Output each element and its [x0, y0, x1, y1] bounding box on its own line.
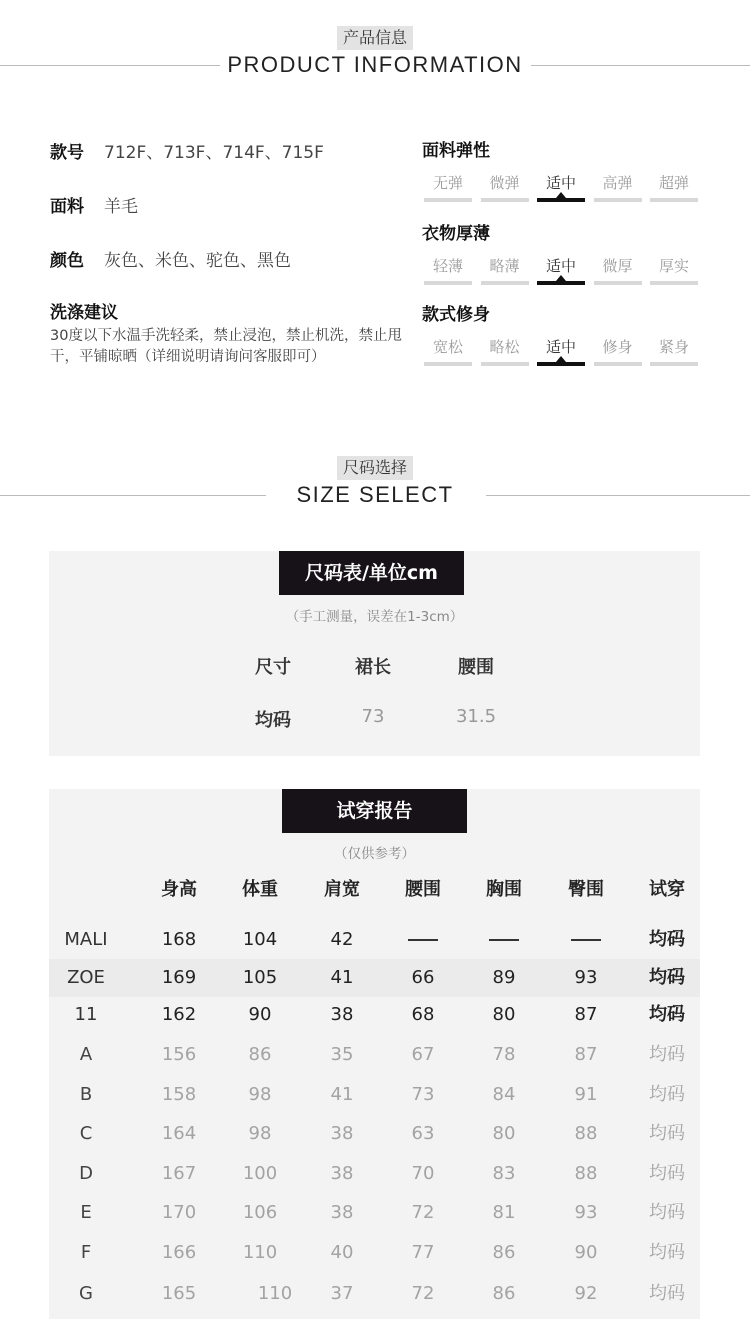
fit-cell-weight: 90 [248, 1004, 272, 1025]
color-value: 灰色、米色、驼色、黑色 [104, 251, 291, 271]
elasticity-option [537, 172, 585, 202]
fit-cell-name: D [79, 1163, 93, 1184]
elasticity-options [424, 172, 707, 202]
fit-cell-height: 165 [161, 1283, 197, 1304]
elasticity-option-bar [481, 198, 529, 202]
fit-report-note: （仅供参考） [334, 846, 415, 862]
size-select-cn-title: 尺码选择 [337, 456, 413, 480]
dash-icon [489, 939, 519, 941]
elasticity-scale [422, 136, 712, 206]
fit-cell-hip: 87 [574, 1004, 598, 1025]
thickness-option-label: 略薄 [489, 257, 520, 275]
fit-cell-shoulder: 40 [330, 1242, 354, 1263]
fit-cell-waist: 72 [411, 1202, 435, 1223]
fit-cell-name: 11 [74, 1004, 98, 1025]
thickness-option-bar [481, 281, 529, 285]
fit-cell-waist: 67 [411, 1044, 435, 1065]
elasticity-option [481, 172, 529, 202]
size-header-waist: 腰围 [458, 657, 494, 678]
table-row [49, 1194, 700, 1232]
fit-option [594, 336, 642, 366]
elasticity-option [594, 172, 642, 202]
size-chart [49, 551, 700, 756]
fit-options [424, 336, 707, 366]
elasticity-option-label: 适中 [545, 174, 576, 192]
table-row [49, 921, 700, 959]
table-row [49, 1115, 700, 1153]
thickness-option-label: 厚实 [658, 257, 689, 275]
thickness-options [424, 255, 707, 285]
fit-cell-waist: 66 [411, 967, 435, 988]
fit-header-fit: 试穿 [649, 879, 685, 900]
divider-left [0, 495, 266, 496]
fit-header-weight: 体重 [242, 879, 278, 900]
wash-label: 洗涤建议 [50, 303, 118, 323]
fit-cell-hip [546, 921, 626, 959]
fit-cell-shoulder: 41 [330, 967, 354, 988]
fit-cell-waist [383, 921, 463, 959]
fit-cell-shoulder: 35 [330, 1044, 354, 1065]
model-row [50, 138, 324, 163]
fit-cell-chest: 78 [492, 1044, 516, 1065]
fit-header-waist: 腰围 [405, 879, 441, 900]
fit-cell-shoulder: 38 [330, 1202, 354, 1223]
thickness-title: 衣物厚薄 [422, 224, 490, 244]
fit-cell-hip: 93 [574, 1202, 598, 1223]
product-info-en-title: PRODUCT INFORMATION [227, 52, 523, 77]
fit-cell-waist: 72 [411, 1283, 435, 1304]
elasticity-option-label: 超弹 [658, 174, 689, 192]
fit-option-label: 宽松 [432, 338, 463, 356]
fabric-row [50, 192, 138, 217]
fit-option-bar [650, 362, 698, 366]
color-row [50, 246, 291, 271]
thickness-scale [422, 219, 712, 289]
fit-cell-shoulder: 38 [330, 1123, 354, 1144]
fit-header-shoulder: 肩宽 [324, 879, 360, 900]
fit-cell-height: 169 [161, 967, 197, 988]
size-header-length: 裙长 [355, 657, 391, 678]
fit-cell-weight: 100 [242, 1163, 278, 1184]
size-chart-label: 尺码表/单位cm [279, 551, 464, 595]
divider-left [0, 65, 220, 66]
elasticity-option-bar [537, 198, 585, 202]
fit-report [49, 789, 700, 1319]
fit-header-height: 身高 [161, 879, 197, 900]
fit-cell-fit: 均码 [649, 929, 685, 950]
fit-option-bar [537, 362, 585, 366]
fit-cell-chest: 86 [492, 1283, 516, 1304]
fabric-label: 面料 [50, 197, 84, 217]
fit-cell-chest: 83 [492, 1163, 516, 1184]
fit-option [424, 336, 472, 366]
fit-report-label: 试穿报告 [282, 789, 467, 833]
fit-title: 款式修身 [422, 305, 490, 325]
fit-cell-shoulder: 38 [330, 1163, 354, 1184]
fit-cell-chest: 89 [492, 967, 516, 988]
size-value-size: 均码 [255, 710, 291, 731]
fit-cell-weight: 105 [242, 967, 278, 988]
fit-cell-height: 164 [161, 1123, 197, 1144]
fit-cell-fit: 均码 [649, 1004, 685, 1025]
fit-cell-weight: 98 [248, 1123, 272, 1144]
thickness-option-label: 微厚 [602, 257, 633, 275]
thickness-option [594, 255, 642, 285]
fit-cell-fit: 均码 [649, 1163, 685, 1184]
fit-cell-chest: 81 [492, 1202, 516, 1223]
fit-cell-weight: 98 [248, 1084, 272, 1105]
fit-cell-chest: 80 [492, 1123, 516, 1144]
fit-scale [422, 300, 712, 370]
model-value: 712F、713F、714F、715F [104, 143, 324, 163]
fabric-value: 羊毛 [104, 197, 138, 217]
elasticity-title: 面料弹性 [422, 141, 490, 161]
fit-cell-height: 170 [161, 1202, 197, 1223]
fit-cell-height: 158 [161, 1084, 197, 1105]
fit-option-label: 修身 [602, 338, 633, 356]
fit-option-label: 紧身 [658, 338, 689, 356]
divider-right [486, 495, 750, 496]
fit-cell-weight: 86 [248, 1044, 272, 1065]
fit-cell-hip: 90 [574, 1242, 598, 1263]
fit-cell-weight: 106 [242, 1202, 278, 1223]
divider-right [531, 65, 750, 66]
fit-cell-name: A [79, 1044, 93, 1065]
fit-cell-fit: 均码 [649, 1044, 685, 1065]
elasticity-option [424, 172, 472, 202]
fit-header-chest: 胸围 [486, 879, 522, 900]
fit-cell-height: 166 [161, 1242, 197, 1263]
fit-cell-shoulder: 42 [330, 929, 354, 950]
elasticity-option-bar [594, 198, 642, 202]
fit-cell-height: 162 [161, 1004, 197, 1025]
thickness-option-label: 适中 [545, 257, 576, 275]
fit-cell-shoulder: 38 [330, 1004, 354, 1025]
fit-cell-weight: 104 [242, 929, 278, 950]
size-chart-note: （手工测量，误差在1-3cm） [285, 609, 464, 625]
fit-cell-fit: 均码 [649, 1084, 685, 1105]
fit-cell-weight: 110 [257, 1283, 293, 1304]
thickness-option [537, 255, 585, 285]
fit-cell-waist: 63 [411, 1123, 435, 1144]
elasticity-option-bar [650, 198, 698, 202]
elasticity-option-label: 无弹 [432, 174, 463, 192]
fit-cell-chest: 86 [492, 1242, 516, 1263]
size-value-waist: 31.5 [455, 706, 497, 727]
fit-option-label: 略松 [489, 338, 520, 356]
fit-cell-fit: 均码 [649, 967, 685, 988]
fit-cell-chest: 80 [492, 1004, 516, 1025]
fit-cell-height: 156 [161, 1044, 197, 1065]
fit-cell-weight: 110 [242, 1242, 278, 1263]
fit-option [537, 336, 585, 366]
thickness-option-label: 轻薄 [432, 257, 463, 275]
fit-cell-hip: 88 [574, 1163, 598, 1184]
thickness-option-bar [650, 281, 698, 285]
fit-header-hip: 臀围 [568, 879, 604, 900]
fit-cell-waist: 68 [411, 1004, 435, 1025]
fit-cell-height: 167 [161, 1163, 197, 1184]
fit-cell-chest: 84 [492, 1084, 516, 1105]
table-row [49, 1076, 700, 1114]
fit-cell-fit: 均码 [649, 1242, 685, 1263]
product-info-header [0, 26, 750, 96]
fit-cell-hip: 88 [574, 1123, 598, 1144]
product-info-cn-title: 产品信息 [337, 26, 413, 50]
table-row [49, 1275, 700, 1313]
fit-option-bar [481, 362, 529, 366]
elasticity-option-label: 高弹 [602, 174, 633, 192]
size-value-length: 73 [361, 706, 385, 727]
table-row [49, 1036, 700, 1074]
table-row [49, 959, 700, 997]
fit-option-bar [594, 362, 642, 366]
thickness-option-bar [594, 281, 642, 285]
fit-cell-name: MALI [64, 929, 108, 950]
fit-cell-fit: 均码 [649, 1283, 685, 1304]
dash-icon [571, 939, 601, 941]
table-row [49, 1155, 700, 1193]
size-header-size: 尺寸 [255, 657, 291, 678]
fit-cell-name: G [79, 1283, 93, 1304]
size-select-en-title: SIZE SELECT [296, 482, 454, 507]
size-select-header [0, 456, 750, 526]
fit-option-label: 适中 [545, 338, 576, 356]
table-row [49, 1234, 700, 1272]
dash-icon [408, 939, 438, 941]
table-row [49, 996, 700, 1034]
thickness-option [481, 255, 529, 285]
wash-text: 30度以下水温手洗轻柔，禁止浸泡，禁止机洗，禁止甩干，平铺晾晒（详细说明请询问客服即可） [50, 328, 402, 365]
fit-cell-name: C [79, 1123, 93, 1144]
fit-cell-fit: 均码 [649, 1123, 685, 1144]
fit-cell-waist: 73 [411, 1084, 435, 1105]
thickness-option [650, 255, 698, 285]
thickness-option-bar [424, 281, 472, 285]
fit-cell-hip: 87 [574, 1044, 598, 1065]
fit-cell-name: F [80, 1242, 92, 1263]
fit-cell-fit: 均码 [649, 1202, 685, 1223]
model-label: 款号 [50, 143, 84, 163]
fit-cell-name: E [80, 1202, 92, 1223]
elasticity-option [650, 172, 698, 202]
fit-cell-shoulder: 37 [330, 1283, 354, 1304]
elasticity-option-bar [424, 198, 472, 202]
fit-option [481, 336, 529, 366]
fit-cell-height: 168 [161, 929, 197, 950]
fit-cell-waist: 70 [411, 1163, 435, 1184]
fit-cell-hip: 91 [574, 1084, 598, 1105]
fit-option-bar [424, 362, 472, 366]
fit-cell-shoulder: 41 [330, 1084, 354, 1105]
fit-cell-waist: 77 [411, 1242, 435, 1263]
elasticity-option-label: 微弹 [489, 174, 520, 192]
fit-cell-hip: 92 [574, 1283, 598, 1304]
fit-cell-chest [464, 921, 544, 959]
fit-cell-name: B [79, 1084, 93, 1105]
fit-cell-hip: 93 [574, 967, 598, 988]
fit-cell-name: ZOE [67, 967, 105, 988]
thickness-option-bar [537, 281, 585, 285]
thickness-option [424, 255, 472, 285]
color-label: 颜色 [50, 251, 84, 271]
fit-header-row [49, 871, 700, 909]
fit-option [650, 336, 698, 366]
